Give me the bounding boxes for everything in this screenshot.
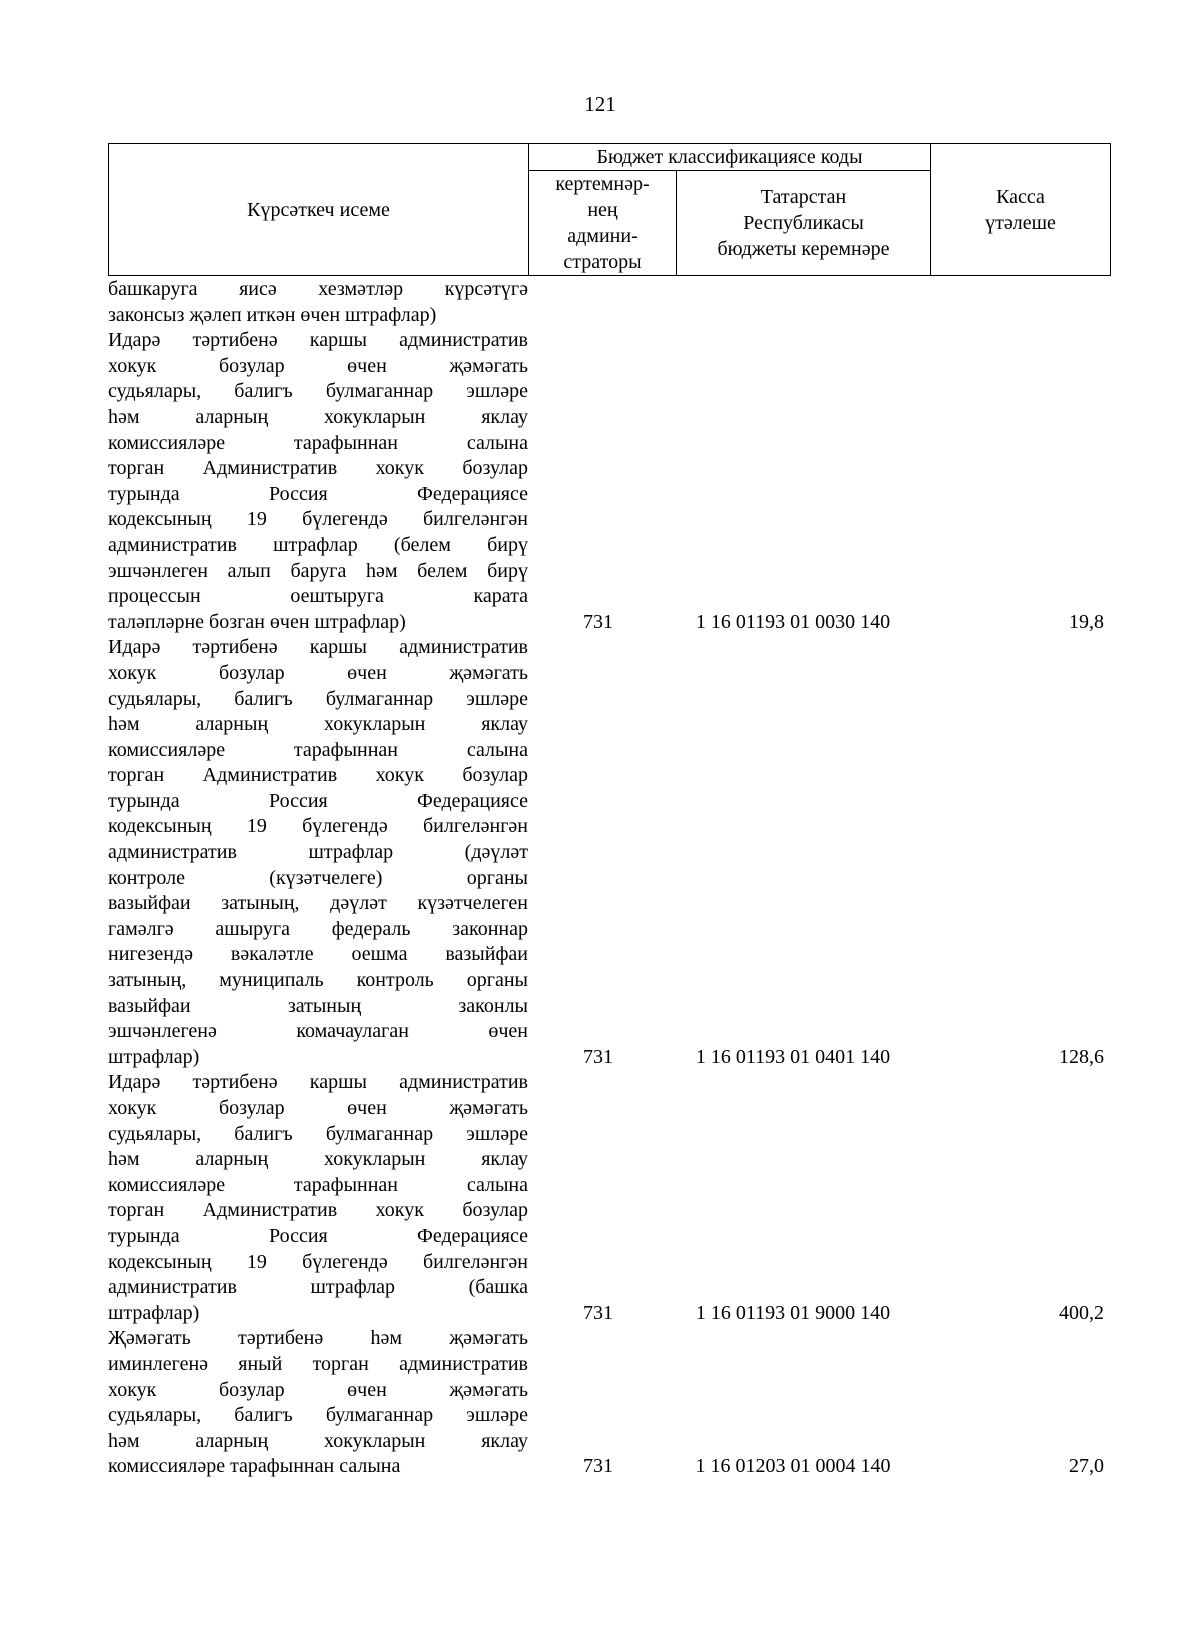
cash-amount: 19,8 [1069,610,1104,633]
description-line: затының, муниципаль контроль органы [108,969,528,992]
description-line: хокук бозулар өчен җәмәгать [108,1097,528,1119]
admin-code: 731 [583,1045,613,1068]
description-line: штрафлар) [108,1045,200,1068]
revenue-code: 1 16 01203 01 0004 140 [695,1455,891,1478]
table-body [108,277,1110,1480]
admin-code: 731 [583,610,613,633]
description-line: Идарә тәртибенә каршы административ [108,1071,528,1094]
description-line: эшчәнлеген алып баруга һәм белем бирү [108,559,528,582]
admin-code: 731 [583,1301,613,1324]
description-line: хокук бозулар өчен җәмәгать [108,1378,528,1401]
description-line: судьялары, балигъ булмаганнар эшләре [108,1122,528,1145]
description-line: Җәмәгать тәртибенә һәм җәмәгать [108,1327,528,1350]
revenue-code: 1 16 01193 01 0030 140 [695,610,891,633]
indicator-description [108,1326,528,1480]
cash-amount: 400,2 [1059,1301,1104,1324]
revenue-admin-header: кертемнәр- нең админи- страторы [529,171,677,276]
table-row [108,1326,1110,1480]
description-line: административ штрафлар (дәүләт [108,841,528,864]
description-line: административ штрафлар (башка [108,1276,528,1299]
description-line: торган Административ хокук бозулар [108,1199,528,1222]
description-line: процессын оештыруга карата [108,585,528,608]
description-line: хокук бозулар өчен җәмәгать [108,661,528,684]
description-line: административ штрафлар (белем бирү [108,533,528,556]
revenue-code: 1 16 01193 01 9000 140 [695,1301,891,1324]
admin-code: 731 [583,1455,613,1478]
description-line: комиссияләре тарафыннан салына [108,1455,401,1478]
description-line: турында Россия Федерациясе [108,482,528,505]
description-line: эшчәнлегенә комачаулаган өчен [108,1020,528,1043]
description-line: торган Административ хокук бозулар [108,764,528,787]
description-line: комиссияләре тарафыннан салына [108,1173,528,1196]
description-line: законсыз җәлеп иткән өчен штрафлар) [108,303,437,326]
indicator-description [108,1070,528,1326]
indicator-description [108,328,528,635]
description-line: вазыйфаи затының законлы [108,994,528,1017]
table-header [108,143,1111,276]
description-line: контроле (күзәтчелеге) органы [108,866,528,889]
description-line: гамәлгә ашыруга федераль законнар [108,917,528,940]
description-line: һәм аларның хокукларын яклау [108,1429,528,1452]
table-row [108,328,1110,635]
table-row [108,1070,1110,1326]
description-line: иминлегенә яный торган административ [108,1352,528,1375]
description-line: комиссияләре тарафыннан салына [108,431,528,454]
revenue-code: 1 16 01193 01 0401 140 [695,1045,891,1068]
description-line: судьялары, балигъ булмаганнар эшләре [108,1404,528,1427]
description-line: кодексының 19 бүлегендә билгеләнгән [108,815,528,838]
description-line: турында Россия Федерациясе [108,1224,528,1247]
description-line: һәм аларның хокукларын яклау [108,405,528,428]
page-number: 121 [584,92,616,116]
indicator-name-header: Күрсәткеч исеме [109,144,529,276]
description-line: вазыйфаи затының, дәүләт күзәтчелеген [108,892,528,915]
table-row [108,277,1110,328]
cash-amount: 128,6 [1059,1045,1104,1068]
description-line: кодексының 19 бүлегендә билгеләнгән [108,1250,528,1273]
description-line: һәм аларның хокукларын яклау [108,713,528,736]
description-line: турында Россия Федерациясе [108,789,528,812]
description-line: торган Административ хокук бозулар [108,457,528,480]
indicator-description [108,277,528,328]
description-line: комиссияләре тарафыннан салына [108,738,528,761]
description-line: таләпләрне бозган өчен штрафлар) [108,610,406,633]
description-line: Идарә тәртибенә каршы административ [108,636,528,659]
table-row [108,635,1110,1070]
description-line: судьялары, балигъ булмаганнар эшләре [108,380,528,403]
indicator-description [108,635,528,1070]
cash-execution-header: Касса үтәлеше [931,144,1111,276]
description-line: һәм аларның хокукларын яклау [108,1148,528,1171]
description-line: башкаруга яисә хезмәтләр күрсәтүгә [108,278,528,300]
description-line: судьялары, балигъ булмаганнар эшләре [108,687,528,710]
description-line: кодексының 19 бүлегендә билгеләнгән [108,508,528,531]
description-line: нигезендә вәкаләтле оешма вазыйфаи [108,943,528,966]
budget-code-group-header: Бюджет классификациясе коды [529,144,931,171]
description-line: штрафлар) [108,1301,200,1324]
tatarstan-revenue-header: Татарстан Республикасы бюджеты керемнәре [677,171,931,276]
description-line: хокук бозулар өчен җәмәгать [108,354,528,377]
description-line: Идарә тәртибенә каршы административ [108,329,528,352]
cash-amount: 27,0 [1069,1455,1104,1478]
